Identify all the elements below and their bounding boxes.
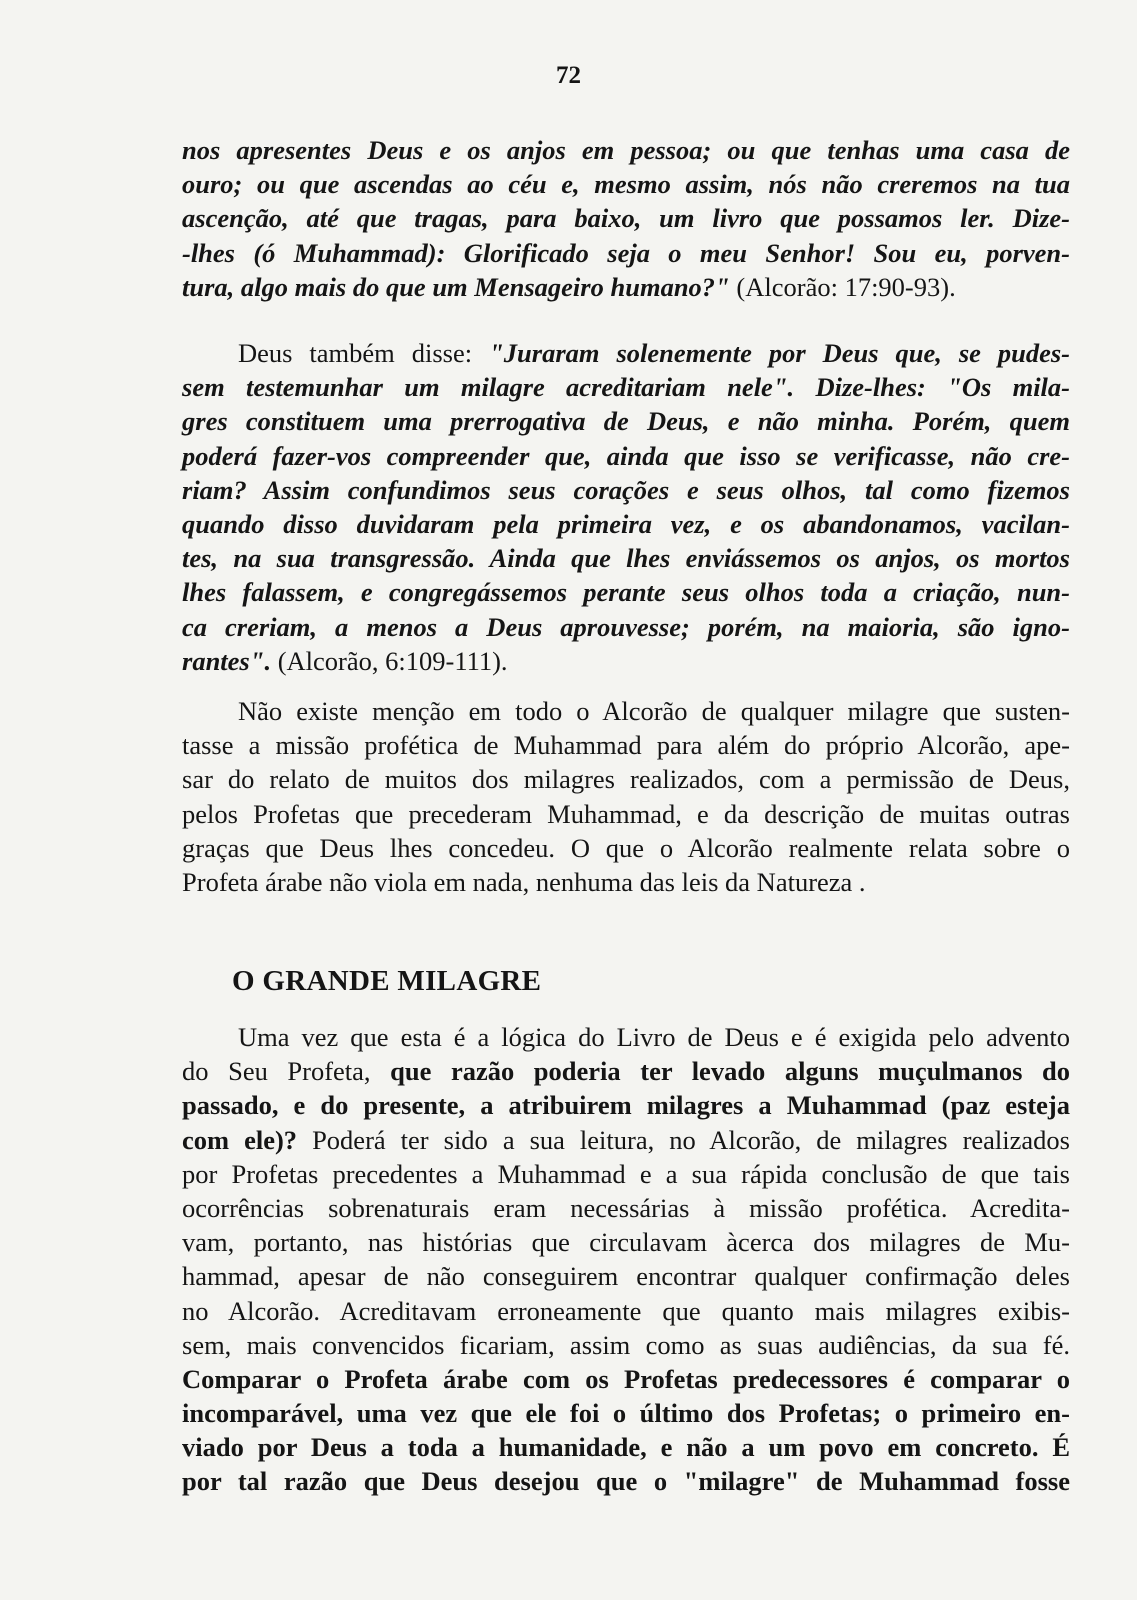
text-run: tura, algo mais do que um Mensageiro humano?" [182,271,730,302]
text-run: no Alcorão. Acreditavam erroneamente que quanto mais milagres exibis- [182,1295,1070,1326]
text-line [182,1088,1070,1122]
text-line [182,1294,1070,1328]
text-line [182,1054,1070,1088]
body-paragraph-2 [182,1020,1070,1499]
text-run: vam, portanto, nas histórias que circulavam àcerca dos milagres de Mu- [182,1227,1070,1258]
text-line [182,370,1070,404]
text-line [182,236,1070,270]
text-run: Comparar o Profeta árabe com os Profetas predecessores é comparar o [182,1363,1070,1394]
text-run: por tal razão que Deus desejou que o "milagre" de Muhammad fosse [182,1466,1070,1497]
text-line [182,728,1070,762]
text-line [182,1464,1070,1498]
text-run: sem, mais convencidos ficariam, assim como as suas audiências, da sua fé. [182,1329,1070,1360]
text-line [182,1020,1070,1054]
text-line [182,575,1070,609]
text-line [182,1225,1070,1259]
text-run: ocorrências sobrenaturais eram necessárias à missão profética. Acredita- [182,1192,1070,1223]
text-line [182,133,1070,167]
text-line [182,1191,1070,1225]
text-run: Poderá ter sido a sua leitura, no Alcorão, de milagres realizados [297,1124,1070,1155]
text-run: Profeta árabe não viola em nada, nenhuma das leis da Natureza . [182,866,866,897]
text-line [182,404,1070,438]
text-run: com ele)? [182,1124,298,1155]
text-line [182,694,1070,728]
text-run: Uma vez que esta é a lógica do Livro de Deus e é exigida pelo advento [238,1022,1070,1052]
text-line [182,167,1070,201]
text-run: (Alcorão, 6:109-111). [271,645,508,676]
text-line [182,1157,1070,1191]
text-run: rantes". [182,645,272,676]
quote-paragraph [182,336,1070,678]
text-run: ascenção, até que tragas, para baixo, um livro que possamos ler. Dize- [182,203,1070,234]
text-line [182,270,1070,304]
text-run: sem testemunhar um milagre acreditariam nele". Dize-lhes: "Os mila- [182,372,1070,403]
text-line [182,541,1070,575]
text-line [182,1396,1070,1430]
text-run: sar do relato de muitos dos milagres realizados, com a permissão de Deus, [182,764,1070,795]
text-line [182,610,1070,644]
text-run: por Profetas precedentes a Muhammad e a sua rápida conclusão de que tais [182,1158,1070,1189]
text-run: (Alcorão: 17:90-93). [729,271,956,302]
text-run: tes, na sua transgressão. Ainda que lhes enviássemos os anjos, os mortos [182,543,1070,574]
text-line [182,865,1070,899]
text-line [182,644,1070,678]
text-line [182,1328,1070,1362]
text-line [182,1123,1070,1157]
text-run: Não existe menção em todo o Alcorão de qualquer milagre que susten- [238,696,1070,726]
text-run: ca creriam, a menos a Deus aprouvesse; porém, na maioria, são igno- [182,611,1070,642]
text-line [182,1362,1070,1396]
text-run: riam? Assim confundimos seus corações e seus olhos, tal como fizemos [182,474,1070,505]
text-run: nos apresentes Deus e os anjos em pessoa; ou que tenhas uma casa de [182,135,1070,165]
text-line [182,507,1070,541]
text-run: Deus também disse: [238,338,490,368]
text-run: "Juraram solenemente por Deus que, se pudes- [489,338,1071,368]
text-run: tasse a missão profética de Muhammad para além do próprio Alcorão, ape- [182,730,1070,761]
text-line [182,831,1070,865]
text-run: incomparável, uma vez que ele foi o último dos Profetas; o primeiro en- [182,1398,1070,1429]
text-run: poderá fazer-vos compreender que, ainda que isso se verificasse, não cre- [182,440,1070,471]
page-number: 72 [556,62,581,89]
section-heading: O GRANDE MILAGRE [232,965,542,997]
text-line [182,336,1070,370]
text-run: do Seu Profeta, [182,1056,391,1087]
quote-continuation [182,133,1070,304]
text-run: ouro; ou que ascendas ao céu e, mesmo assim, nós não creremos na tua [182,169,1070,200]
text-line [182,797,1070,831]
text-line [182,439,1070,473]
text-run: pelos Profetas que precederam Muhammad, e da descrição de muitas outras [182,798,1070,829]
text-run: -lhes (ó Muhammad): Glorificado seja o meu Senhor! Sou eu, porven- [182,237,1070,268]
text-line [182,1430,1070,1464]
text-line [182,473,1070,507]
text-run: passado, e do presente, a atribuirem milagres a Muhammad (paz esteja [182,1090,1070,1121]
text-run: quando disso duvidaram pela primeira vez, e os abandonamos, vacilan- [182,508,1070,539]
text-line [182,201,1070,235]
text-run: que razão poderia ter levado alguns muçulmanos do [390,1056,1070,1087]
text-run: gres constituem uma prerrogativa de Deus, e não minha. Porém, quem [182,406,1070,437]
body-paragraph-1 [182,694,1070,899]
text-run: viado por Deus a toda a humanidade, e não a um povo em concreto. É [182,1432,1070,1463]
text-run: hammad, apesar de não conseguirem encontrar qualquer confirmação deles [182,1261,1070,1292]
text-line [182,762,1070,796]
text-run: lhes falassem, e congregássemos perante seus olhos toda a criação, nun- [182,577,1070,608]
text-line [182,1259,1070,1293]
text-run: graças que Deus lhes concedeu. O que o Alcorão realmente relata sobre o [182,832,1070,863]
